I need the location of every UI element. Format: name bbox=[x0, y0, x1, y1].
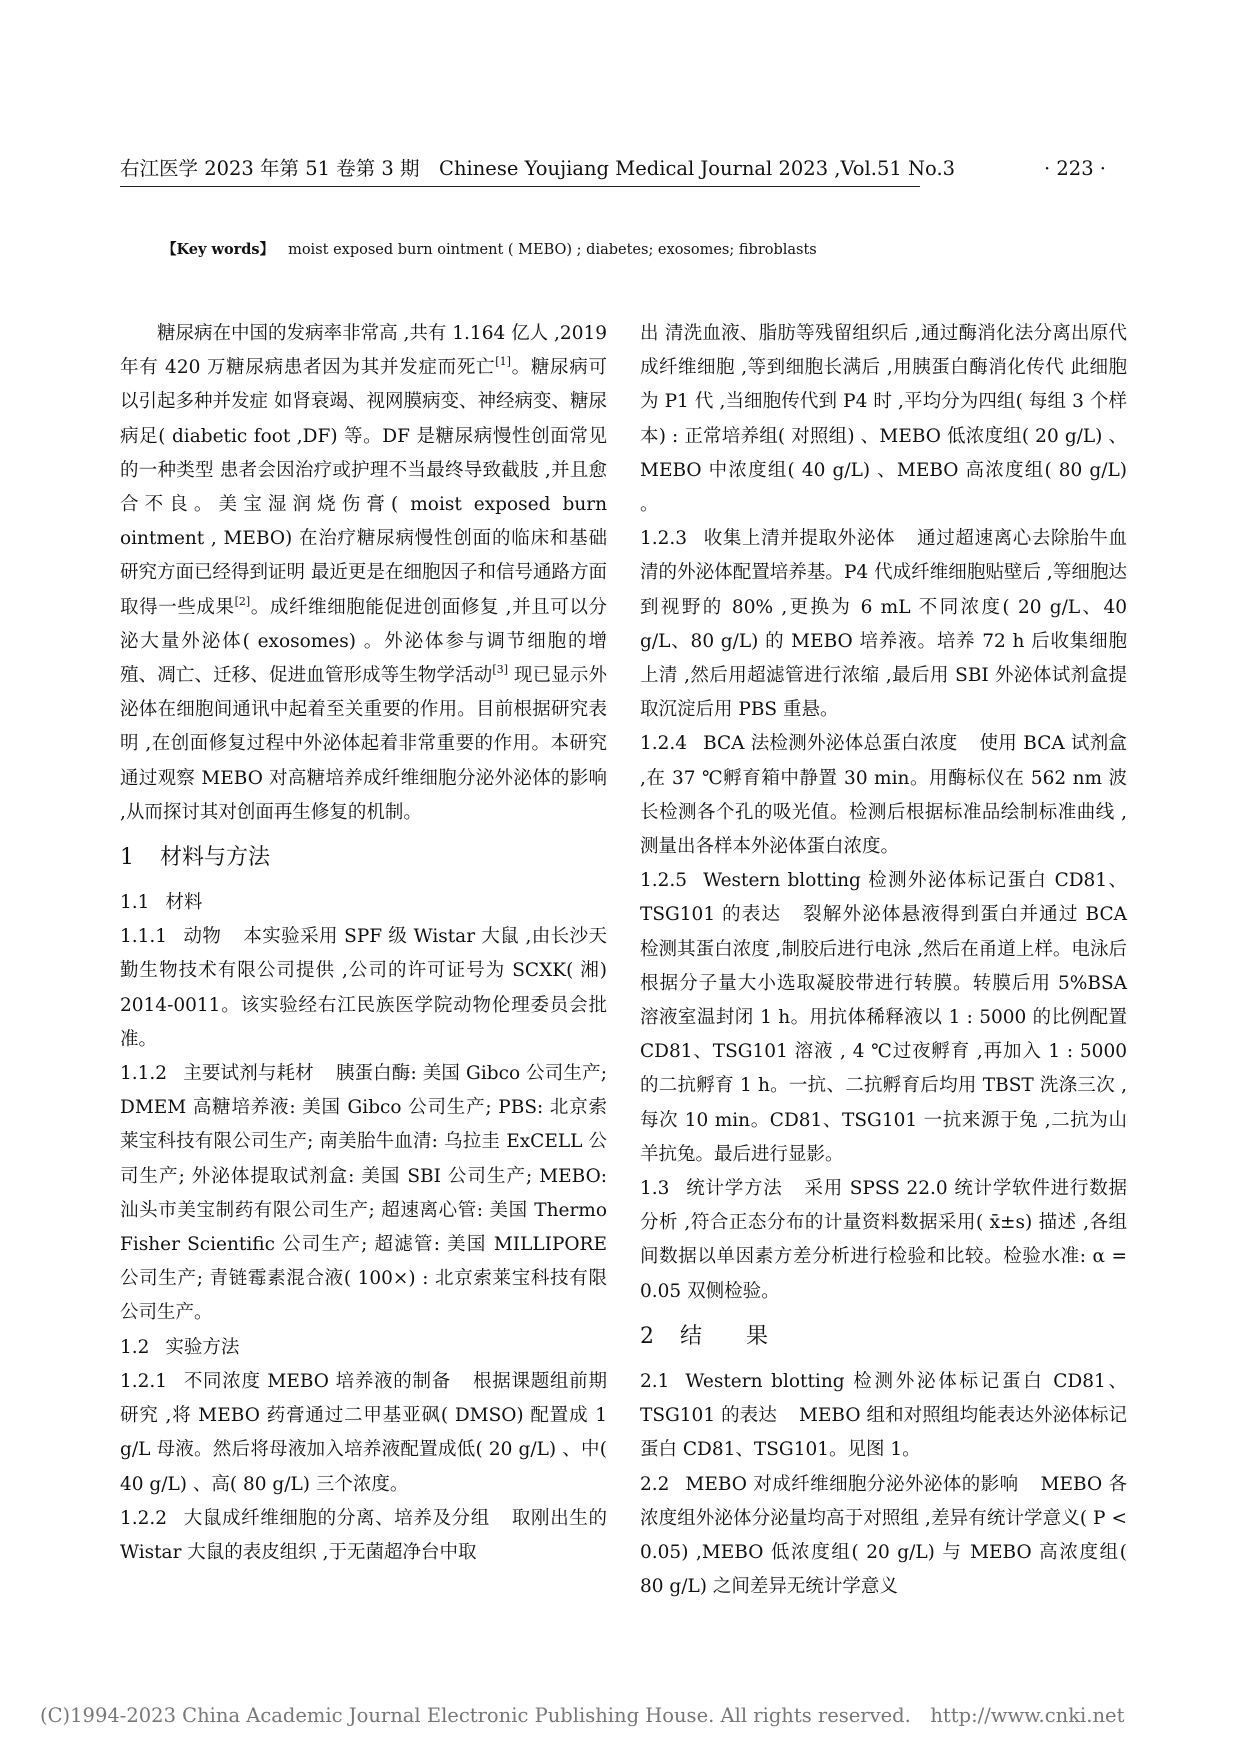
section-body: 取刚出生的 Wistar 大鼠的表皮组织 ,于无菌超净台中取 bbox=[120, 1507, 607, 1563]
subsection-1-1-heading bbox=[120, 886, 607, 920]
section-title: MEBO 对成纤维细胞分泌外泌体的影响 bbox=[685, 1473, 1019, 1495]
section-number: 2.2 bbox=[640, 1473, 670, 1495]
intro-text-2: 。糖尿病可以引起多种并发症 如肾衰竭、视网膜病变、神经病变、糖尿病足( diabetic foot ,DF) 等。DF 是糖尿病慢性创面常见的一种类型 患者会因治疗或护理不当最终导致截肢 ,并且愈合不良。美宝湿润烧伤膏( moist exposed burn ointment , MEBO) 在治疗糖尿病慢性创面的临床和基础研究方面已经得到证明 最近更是在细胞因子和信号通路方面取得一些成果 bbox=[120, 357, 607, 618]
section-2-heading bbox=[640, 1317, 1127, 1357]
section-body: 本实验采用 SPF 级 Wistar 大鼠 ,由长沙天勤生物技术有限公司提供 ,公司的许可证号为 SCXK( 湘) 2014-0011。该实验经右江民族医学院动物伦理委员会批准。 bbox=[120, 926, 607, 1050]
subsection-1-2-4 bbox=[640, 727, 1127, 864]
reference-1: [1] bbox=[495, 355, 511, 369]
continued-paragraph: 出 清洗血液、脂肪等残留组织后 ,通过酶消化法分离出原代成纤维细胞 ,等到细胞长满后 ,用胰蛋白酶消化传代 此细胞为 P1 代 ,当细胞传代到 P4 时 ,平均分为四组( 每组 3 个样本) : 正常培养组( 对照组) 、MEBO 低浓度组( 20 g/L) 、MEBO 中浓度组( 40 g/L) 、MEBO 高浓度组( 80 g/L) 。 bbox=[640, 323, 1127, 516]
section-body: 通过超速离心去除胎牛血清的外泌体配置培养基。P4 代成纤维细胞贴壁后 ,等细胞达到视野的 80% ,更换为 6 mL 不同浓度( 20 g/L、40 g/L、80 g/L) 的 MEBO 培养液。培养 72 h 后收集细胞上清 ,然后用超滤管进行浓缩 ,最后用 SBI 外泌体试剂盒提取沉淀后用 PBS 重悬。 bbox=[640, 528, 1127, 721]
section-number: 1.2.5 bbox=[640, 870, 688, 892]
keywords-line bbox=[162, 238, 1102, 262]
section-title: 实验方法 bbox=[165, 1336, 240, 1358]
intro-text-3: 。成纤维细胞能促进创面修复 ,并且可以分泌大量外泌体( exosomes) 。外泌体参与调节细胞的增殖、凋亡、迁移、促进血管形成等生物学活动 bbox=[120, 596, 607, 687]
subsection-1-3 bbox=[640, 1172, 1127, 1309]
section-number: 1.2.1 bbox=[120, 1370, 168, 1392]
subsection-1-2-5 bbox=[640, 864, 1127, 1172]
reference-3: [3] bbox=[492, 663, 508, 677]
subsection-1-2-1 bbox=[120, 1365, 607, 1502]
running-header bbox=[120, 152, 1106, 186]
section-title: 不同浓度 MEBO 培养液的制备 bbox=[183, 1370, 452, 1392]
section-body: 采用 SPSS 22.0 统计学软件进行数据分析 ,符合正态分布的计量资料数据采用( x̄±s) 描述 ,各组间数据以单因素方差分析进行检验和比较。检验水准: α = 0.05 双侧检验。 bbox=[640, 1178, 1127, 1302]
section-title: 材料与方法 bbox=[160, 845, 271, 871]
journal-citation: 右江医学 2023 年第 51 卷第 3 期 Chinese Youjiang Medical Journal 2023 ,Vol.51 No.3 bbox=[120, 157, 956, 180]
section-number: 1.1.1 bbox=[120, 926, 168, 948]
section-number: 1.2 bbox=[120, 1336, 150, 1358]
section-number: 2.1 bbox=[640, 1370, 670, 1392]
intro-text-1: 糖尿病在中国的发病率非常高 ,共有 1.164 亿人 ,2019 年有 420 万糖尿病患者因为其并发症而死亡 bbox=[120, 323, 607, 379]
section-body: MEBO 各浓度组外泌体分泌量均高于对照组 ,差异有统计学意义( P < 0.05) ,MEBO 低浓度组( 20 g/L) 与 MEBO 高浓度组( 80 g/L) 之间差异无统计学意义 bbox=[640, 1473, 1127, 1598]
left-column bbox=[120, 317, 607, 1570]
intro-text-4: 现已显示外泌体在细胞间通讯中起着至关重要的作用。目前根据研究表明 ,在创面修复过程中外泌体起着非常重要的作用。本研究通过观察 MEBO 对高糖培养成纤维细胞分泌外泌体的影响 ,从而探讨其对创面再生修复的机制。 bbox=[120, 665, 607, 823]
keywords-label: 【Key words】 bbox=[162, 241, 275, 258]
reference-2: [2] bbox=[234, 594, 251, 608]
section-1-heading bbox=[120, 838, 607, 878]
subsection-1-2-3 bbox=[640, 522, 1127, 727]
section-number: 1 bbox=[120, 845, 134, 871]
section-number: 1.2.4 bbox=[640, 733, 688, 755]
section-title: 材料 bbox=[165, 892, 203, 914]
section-title: 大鼠成纤维细胞的分离、培养及分组 bbox=[183, 1507, 490, 1529]
section-title: 统计学方法 bbox=[685, 1178, 783, 1200]
section-body: MEBO 组和对照组均能表达外泌体标记蛋白 CD81、TSG101。见图 1。 bbox=[640, 1405, 1128, 1461]
subsection-1-2-heading bbox=[120, 1331, 607, 1365]
subsection-2-2 bbox=[640, 1468, 1127, 1605]
section-number: 1.1.2 bbox=[120, 1063, 168, 1085]
intro-paragraph bbox=[120, 317, 607, 830]
section-title: 结 果 bbox=[680, 1323, 769, 1349]
section-body: 根据课题组前期研究 ,将 MEBO 药膏通过二甲基亚砜( DMSO) 配置成 1 g/L 母液。然后将母液加入培养液配置成低( 20 g/L) 、中( 40 g/L) 、高( 80 g/L) 三个浓度。 bbox=[120, 1370, 607, 1495]
subsection-1-2-2 bbox=[120, 1502, 607, 1570]
right-column bbox=[640, 317, 1127, 1604]
page-number: · 223 · bbox=[1043, 157, 1106, 180]
section-number: 1.2.3 bbox=[640, 528, 688, 550]
section-title: 主要试剂与耗材 bbox=[183, 1063, 314, 1085]
subsection-1-1-2 bbox=[120, 1057, 607, 1331]
keywords-text: moist exposed burn ointment ( MEBO) ; diabetes; exosomes; fibroblasts bbox=[288, 242, 817, 258]
section-number: 1.1 bbox=[120, 892, 150, 914]
section-title: BCA 法检测外泌体总蛋白浓度 bbox=[703, 733, 958, 755]
section-title: Western blotting 检测外泌体标记蛋白 CD81、TSG101 的表达 bbox=[640, 1370, 1127, 1427]
section-number: 1.2.2 bbox=[120, 1507, 168, 1529]
section-body: 胰蛋白酶: 美国 Gibco 公司生产; DMEM 高糖培养液: 美国 Gibco 公司生产; PBS: 北京索莱宝科技有限公司生产; 南美胎牛血清: 乌拉圭 ExCELL 公司生产; 外泌体提取试剂盒: 美国 SBI 公司生产; MEBO: 汕头市美宝制药有限公司生产; 超速离心管: 美国 Thermo Fisher Scientific 公司生产; 超滤管: 美国 MILLIPORE 公司生产; 青链霉素混合液( 100×) : 北京索莱宝科技有限公司生产。 bbox=[120, 1063, 607, 1324]
header-rule bbox=[120, 186, 920, 187]
subsection-1-1-1 bbox=[120, 920, 607, 1057]
section-number: 2 bbox=[640, 1323, 654, 1349]
section-title: 动物 bbox=[183, 926, 222, 948]
section-title: Western blotting 检测外泌体标记蛋白 CD81、TSG101 的表达 bbox=[640, 870, 1127, 926]
section-title: 收集上清并提取外泌体 bbox=[703, 528, 896, 550]
copyright-footer: (C)1994-2023 China Academic Journal Electronic Publishing House. All rights reserved. http://www.cnki.net bbox=[40, 1704, 1125, 1727]
subsection-2-1 bbox=[640, 1365, 1127, 1468]
section-number: 1.3 bbox=[640, 1178, 670, 1200]
section-body: 裂解外泌体悬液得到蛋白并通过 BCA 检测其蛋白浓度 ,制胶后进行电泳 ,然后在甬道上样。电泳后根据分子量大小选取凝胶带进行转膜。转膜后用 5%BSA 溶液室温封闭 1 h。用抗体稀释液以 1 : 5000 的比例配置 CD81、TSG101 溶液 , 4 ℃过夜孵育 ,再加入 1 : 5000 的二抗孵育 1 h。一抗、二抗孵育后均用 TBST 洗涤三次 ,每次 10 min。CD81、TSG101 一抗来源于兔 ,二抗为山羊抗兔。最后进行显影。 bbox=[640, 904, 1127, 1165]
section-body: 使用 BCA 试剂盒 ,在 37 ℃孵育箱中静置 30 min。用酶标仪在 562 nm 波长检测各个孔的吸光值。检测后根据标准品绘制标准曲线 ,测量出各样本外泌体蛋白浓度。 bbox=[640, 733, 1128, 858]
